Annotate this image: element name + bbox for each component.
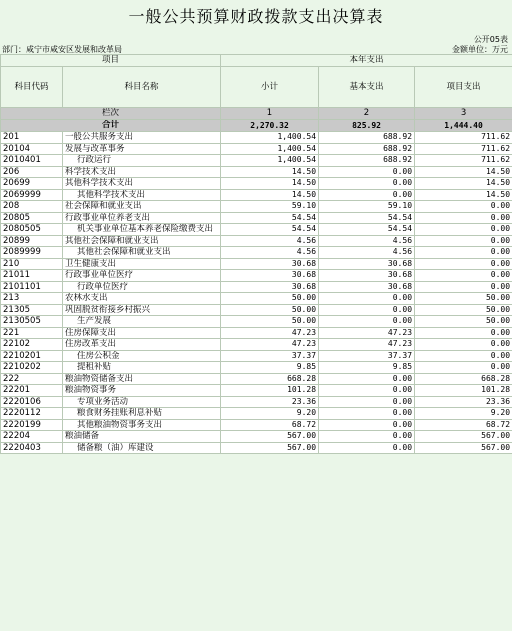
row-subtotal: 14.50 (221, 166, 319, 178)
table-row (1, 293, 512, 305)
row-name: 提租补贴 (63, 362, 221, 374)
table-row (1, 258, 512, 270)
row-name: 巩固脱贫衔接乡村振兴 (63, 304, 221, 316)
row-name: 卫生健康支出 (63, 258, 221, 270)
row-name: 其他社会保障和就业支出 (63, 247, 221, 259)
column-index-1: 1 (221, 108, 319, 120)
table-row (1, 339, 512, 351)
row-basic: 0.00 (319, 442, 415, 454)
row-basic: 30.68 (319, 270, 415, 282)
table-row (1, 201, 512, 213)
row-name: 住房公积金 (63, 350, 221, 362)
department-label: 部门：咸宁市咸安区发展和改革局 (2, 45, 122, 54)
row-project: 101.28 (415, 385, 512, 397)
row-basic: 47.23 (319, 339, 415, 351)
row-name: 住房改革支出 (63, 339, 221, 351)
row-code: 208 (1, 201, 63, 213)
form-code: 公开05表 (473, 35, 508, 44)
row-subtotal: 9.20 (221, 408, 319, 420)
row-code: 206 (1, 166, 63, 178)
row-project: 711.62 (415, 155, 512, 167)
row-project: 0.00 (415, 212, 512, 224)
row-name: 生产发展 (63, 316, 221, 328)
row-subtotal: 54.54 (221, 212, 319, 224)
row-name: 粮油储备 (63, 431, 221, 443)
header-project: 项目支出 (415, 67, 512, 108)
row-basic: 54.54 (319, 224, 415, 236)
row-project: 0.00 (415, 362, 512, 374)
row-code: 2010401 (1, 155, 63, 167)
unit-label: 金额单位：万元 (452, 45, 508, 54)
row-basic: 47.23 (319, 327, 415, 339)
row-subtotal: 4.56 (221, 247, 319, 259)
total-subtotal: 2,270.32 (221, 120, 319, 132)
row-name: 发展与改革事务 (63, 143, 221, 155)
row-project: 0.00 (415, 350, 512, 362)
row-project: 711.62 (415, 143, 512, 155)
table-row (1, 143, 512, 155)
row-code: 22204 (1, 431, 63, 443)
row-subtotal: 14.50 (221, 178, 319, 190)
row-subtotal: 101.28 (221, 385, 319, 397)
column-index-label: 栏次 (1, 108, 221, 120)
row-project: 567.00 (415, 431, 512, 443)
row-basic: 0.00 (319, 396, 415, 408)
row-basic: 30.68 (319, 258, 415, 270)
row-project: 711.62 (415, 132, 512, 144)
total-project: 1,444.40 (415, 120, 512, 132)
row-code: 2089999 (1, 247, 63, 259)
column-index-2: 2 (319, 108, 415, 120)
header-name: 科目名称 (63, 67, 221, 108)
row-code: 20805 (1, 212, 63, 224)
row-basic: 0.00 (319, 385, 415, 397)
table-row (1, 316, 512, 328)
row-project: 50.00 (415, 316, 512, 328)
row-project: 567.00 (415, 442, 512, 454)
table-row (1, 396, 512, 408)
row-basic: 30.68 (319, 281, 415, 293)
row-project: 50.00 (415, 304, 512, 316)
row-project: 0.00 (415, 224, 512, 236)
row-subtotal: 37.37 (221, 350, 319, 362)
row-subtotal: 30.68 (221, 281, 319, 293)
row-name: 行政运行 (63, 155, 221, 167)
row-subtotal: 59.10 (221, 201, 319, 213)
row-code: 2101101 (1, 281, 63, 293)
row-project: 14.50 (415, 178, 512, 190)
row-name: 其他社会保障和就业支出 (63, 235, 221, 247)
header-subtotal: 小计 (221, 67, 319, 108)
table-row (1, 178, 512, 190)
row-code: 221 (1, 327, 63, 339)
row-project: 0.00 (415, 247, 512, 259)
row-basic: 0.00 (319, 304, 415, 316)
table-row (1, 235, 512, 247)
row-basic: 0.00 (319, 431, 415, 443)
header-basic: 基本支出 (319, 67, 415, 108)
row-name: 住房保障支出 (63, 327, 221, 339)
row-subtotal: 50.00 (221, 316, 319, 328)
header-code: 科目代码 (1, 67, 63, 108)
row-name: 其他科学技术支出 (63, 189, 221, 201)
sheet-title: 一般公共预算财政拨款支出决算表 (128, 6, 384, 26)
row-basic: 0.00 (319, 419, 415, 431)
total-row (1, 120, 512, 132)
row-subtotal: 9.85 (221, 362, 319, 374)
row-code: 22102 (1, 339, 63, 351)
row-project: 50.00 (415, 293, 512, 305)
row-code: 213 (1, 293, 63, 305)
row-subtotal: 567.00 (221, 442, 319, 454)
row-subtotal: 47.23 (221, 339, 319, 351)
row-code: 2069999 (1, 189, 63, 201)
table-row (1, 247, 512, 259)
row-name: 储备粮（油）库建设 (63, 442, 221, 454)
row-name: 一般公共服务支出 (63, 132, 221, 144)
row-project: 14.50 (415, 189, 512, 201)
table-row (1, 385, 512, 397)
row-code: 20699 (1, 178, 63, 190)
row-basic: 0.00 (319, 373, 415, 385)
row-subtotal: 23.36 (221, 396, 319, 408)
row-name: 其他科学技术支出 (63, 178, 221, 190)
row-project: 0.00 (415, 235, 512, 247)
row-code: 2130505 (1, 316, 63, 328)
row-basic: 9.85 (319, 362, 415, 374)
row-name: 粮油物资事务 (63, 385, 221, 397)
row-code: 22201 (1, 385, 63, 397)
row-code: 2220199 (1, 419, 63, 431)
row-code: 210 (1, 258, 63, 270)
row-name: 行政事业单位养老支出 (63, 212, 221, 224)
row-basic: 37.37 (319, 350, 415, 362)
table-row (1, 270, 512, 282)
header-row-2 (1, 67, 512, 108)
row-code: 2220403 (1, 442, 63, 454)
row-project: 0.00 (415, 258, 512, 270)
row-basic: 54.54 (319, 212, 415, 224)
budget-table (0, 54, 512, 454)
row-subtotal: 668.28 (221, 373, 319, 385)
row-basic: 4.56 (319, 235, 415, 247)
row-code: 2210202 (1, 362, 63, 374)
table-row (1, 408, 512, 420)
table-row (1, 132, 512, 144)
row-code: 2210201 (1, 350, 63, 362)
row-subtotal: 14.50 (221, 189, 319, 201)
row-project: 0.00 (415, 281, 512, 293)
table-row (1, 419, 512, 431)
row-subtotal: 1,400.54 (221, 132, 319, 144)
row-name: 粮食财务挂账利息补贴 (63, 408, 221, 420)
table-row (1, 166, 512, 178)
row-code: 222 (1, 373, 63, 385)
table-row (1, 327, 512, 339)
table-row (1, 212, 512, 224)
row-project: 9.20 (415, 408, 512, 420)
row-basic: 0.00 (319, 316, 415, 328)
row-subtotal: 4.56 (221, 235, 319, 247)
row-basic: 0.00 (319, 166, 415, 178)
table-row (1, 224, 512, 236)
row-project: 0.00 (415, 201, 512, 213)
row-name: 专项业务活动 (63, 396, 221, 408)
row-basic: 688.92 (319, 155, 415, 167)
row-basic: 59.10 (319, 201, 415, 213)
table-row (1, 373, 512, 385)
row-project: 14.50 (415, 166, 512, 178)
row-name: 农林水支出 (63, 293, 221, 305)
row-code: 2220112 (1, 408, 63, 420)
row-subtotal: 47.23 (221, 327, 319, 339)
row-name: 粮油物资储备支出 (63, 373, 221, 385)
row-basic: 0.00 (319, 293, 415, 305)
row-subtotal: 30.68 (221, 270, 319, 282)
table-row (1, 350, 512, 362)
table-row (1, 304, 512, 316)
row-project: 68.72 (415, 419, 512, 431)
row-name: 其他粮油物资事务支出 (63, 419, 221, 431)
row-code: 21011 (1, 270, 63, 282)
row-name: 科学技术支出 (63, 166, 221, 178)
row-basic: 688.92 (319, 143, 415, 155)
row-basic: 0.00 (319, 408, 415, 420)
row-project: 0.00 (415, 327, 512, 339)
row-code: 20104 (1, 143, 63, 155)
row-subtotal: 54.54 (221, 224, 319, 236)
header-current-year: 本年支出 (221, 55, 512, 67)
table-row (1, 155, 512, 167)
row-name: 行政单位医疗 (63, 281, 221, 293)
total-label: 合计 (1, 120, 221, 132)
row-project: 668.28 (415, 373, 512, 385)
row-subtotal: 50.00 (221, 293, 319, 305)
row-code: 2080505 (1, 224, 63, 236)
row-name: 机关事业单位基本养老保险缴费支出 (63, 224, 221, 236)
row-project: 0.00 (415, 339, 512, 351)
table-row (1, 189, 512, 201)
row-subtotal: 1,400.54 (221, 155, 319, 167)
table-row (1, 431, 512, 443)
row-code: 2220106 (1, 396, 63, 408)
row-code: 201 (1, 132, 63, 144)
row-name: 社会保障和就业支出 (63, 201, 221, 213)
sheet-meta (0, 30, 512, 54)
row-project: 23.36 (415, 396, 512, 408)
row-project: 0.00 (415, 270, 512, 282)
row-subtotal: 567.00 (221, 431, 319, 443)
row-basic: 0.00 (319, 178, 415, 190)
row-subtotal: 30.68 (221, 258, 319, 270)
header-item: 项目 (1, 55, 221, 67)
table-row (1, 442, 512, 454)
total-basic: 825.92 (319, 120, 415, 132)
row-name: 行政事业单位医疗 (63, 270, 221, 282)
row-basic: 4.56 (319, 247, 415, 259)
row-subtotal: 1,400.54 (221, 143, 319, 155)
row-subtotal: 68.72 (221, 419, 319, 431)
column-index-3: 3 (415, 108, 512, 120)
row-basic: 688.92 (319, 132, 415, 144)
row-basic: 0.00 (319, 189, 415, 201)
row-code: 20899 (1, 235, 63, 247)
table-row (1, 362, 512, 374)
row-subtotal: 50.00 (221, 304, 319, 316)
row-code: 21305 (1, 304, 63, 316)
table-row (1, 281, 512, 293)
column-index-row (1, 108, 512, 120)
header-row-1 (1, 55, 512, 67)
